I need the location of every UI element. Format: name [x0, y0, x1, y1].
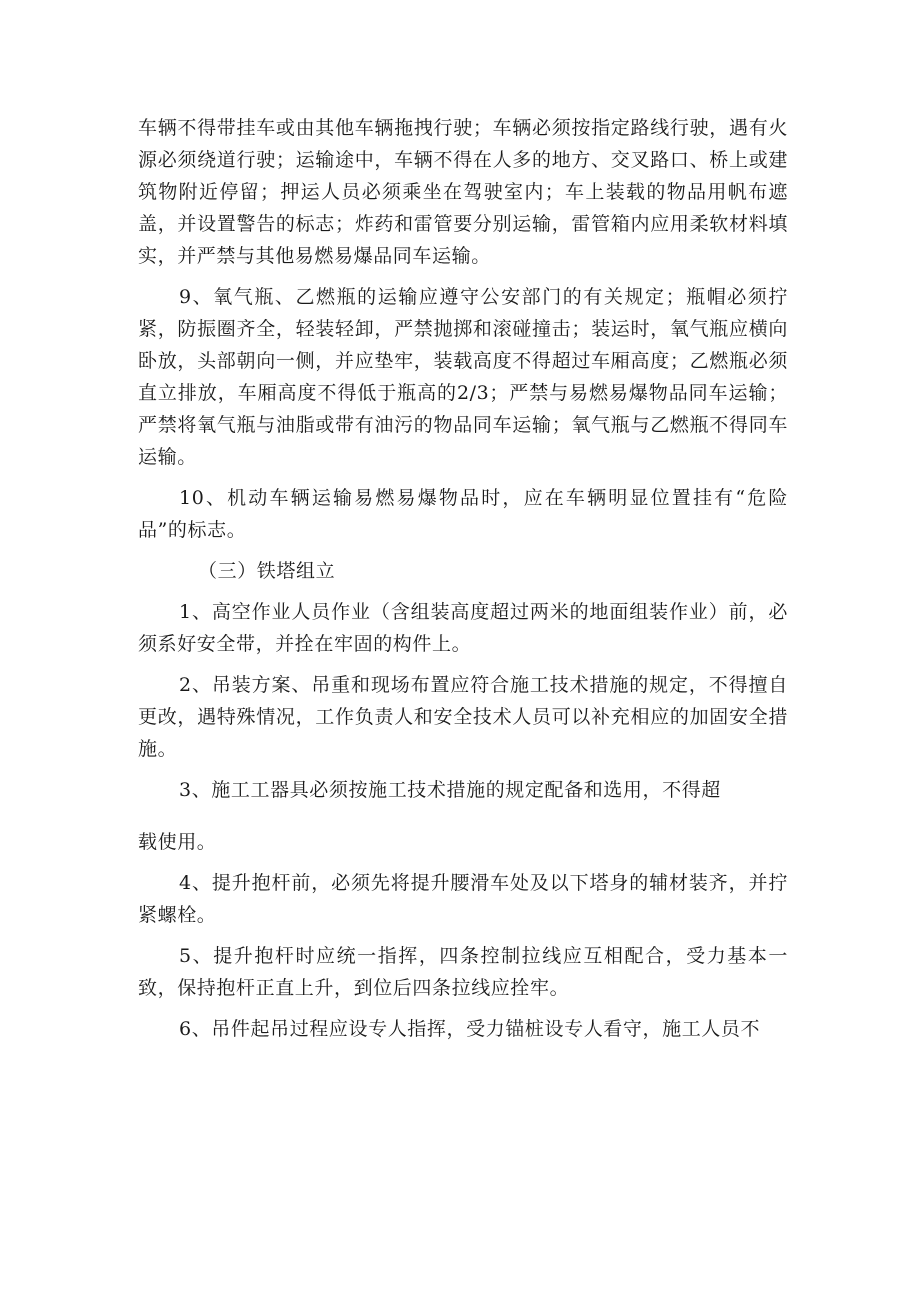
paragraph-tower-item-3-continued: 载使用。 — [138, 831, 217, 853]
paragraph-tower-item-5: 5、提升抱杆时应统一指挥，四条控制拉线应互相配合，受力基本一致，保持抱杆正直上升，到位后四条拉线应拴牢。 — [138, 945, 788, 999]
paragraph-tower-item-6: 6、吊件起吊过程应设专人指挥，受力锚桩设专人看守，施工人员不 — [179, 1018, 761, 1040]
paragraph-item-10: 10、机动车辆运输易燃易爆物品时，应在车辆明显位置挂有“危险品”的标志。 — [138, 487, 788, 541]
section-heading-tower-erection: （三）铁塔组立 — [198, 560, 336, 582]
document-body — [138, 112, 788, 1054]
paragraph-tower-item-1: 1、高空作业人员作业（含组装高度超过两米的地面组装作业）前，必须系好安全带，并拴在牢固的构件上。 — [138, 601, 788, 655]
paragraph-tower-item-3: 3、施工工器具必须按施工技术措施的规定配备和选用，不得超 — [179, 779, 721, 801]
paragraph-tower-item-2: 2、吊装方案、吊重和现场布置应符合施工技术措施的规定，不得擅自更改，遇特殊情况，工作负责人和安全技术人员可以补充相应的加固安全措施。 — [138, 674, 788, 760]
paragraph-tower-item-4: 4、提升抱杆前，必须先将提升腰滑车处及以下塔身的辅材装齐，并拧紧螺栓。 — [138, 872, 788, 926]
paragraph-item-9: 9、氧气瓶、乙燃瓶的运输应遵守公安部门的有关规定；瓶帽必须拧紧，防振圈齐全，轻装轻卸，严禁抛掷和滚碰撞击；装运时，氧气瓶应横向卧放，头部朝向一侧，并应垫牢，装载高度不得超过车厢高度；乙燃瓶必须直立排放，车厢高度不得低于瓶高的2/3；严禁与易燃易爆物品同车运输；严禁将氧气瓶与油脂或带有油污的物品同车运输；氧气瓶与乙燃瓶不得同车运输。 — [138, 286, 788, 468]
paragraph-vehicle-rules: 车辆不得带挂车或由其他车辆拖拽行驶；车辆必须按指定路线行驶，遇有火源必须绕道行驶；运输途中，车辆不得在人多的地方、交叉路口、桥上或建筑物附近停留；押运人员必须乘坐在驾驶室内；车上装载的物品用帆布遮盖，并设置警告的标志；炸药和雷管要分别运输，雷管箱内应用柔软材料填实，并严禁与其他易燃易爆品同车运输。 — [138, 117, 788, 267]
